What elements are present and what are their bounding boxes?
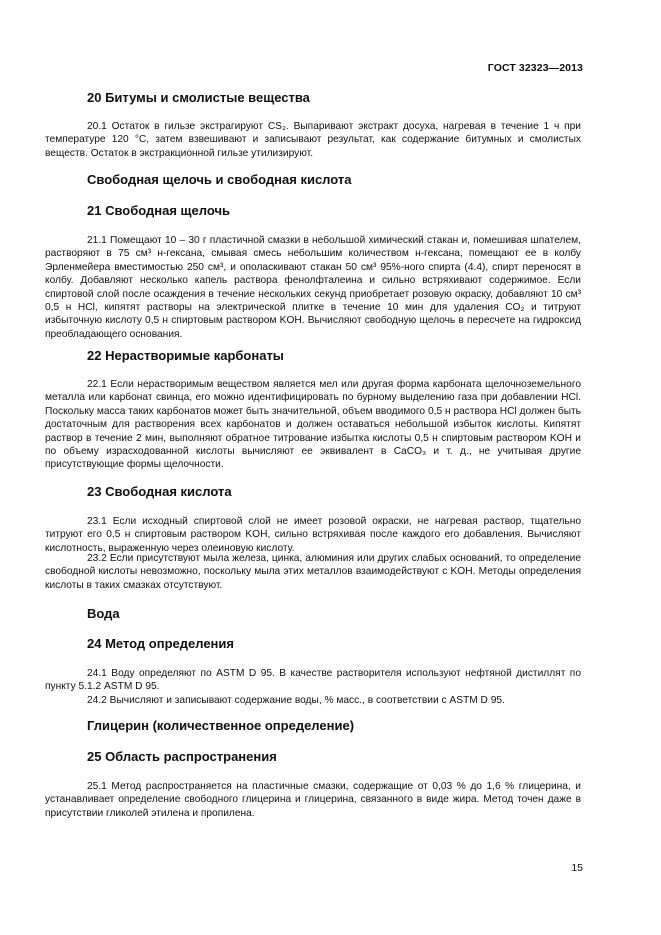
section-24-2: 24.2 Вычисляют и записывают содержание воды, % масс., в соответствии с ASTM D 95. (87, 695, 505, 706)
section-22-1: 22.1 Если нерастворимым веществом является мел или другая форма карбоната щелочноземельного металла или карбонат свинца, его можно идентифицировать по бурному выделению газа при добавлении HCl. Поскольку масса таких карбонатов может быть значительной, объем вводимого 0,5 н раствора HCl должен быть достаточным для растворения всех карбонатов и должен оставаться небольшой избыток кислоты. Кипятят раствор в течение 2 мин, выполняют обратное титрование избытка кислоты 0,5 н спиртовым раствором KOH и по объему израсходованной кислоты вычисляют ее эквивалент в CaCO₃ и т. д., не учитывая другие присутствующие формы щелочности. (45, 379, 581, 471)
document-code: ГОСТ 32323—2013 (487, 62, 583, 74)
section-23-1: 23.1 Если исходный спиртовой слой не имеет розовой окраски, не нагревая раствор, тщательно титруют его 0,5 н спиртовым раствором KOH, сильно встряхивая после каждого его добавления. Вычисляют кислотность, выраженную через олеиновую кислоту. (45, 516, 581, 554)
section-21-title: 21 Свободная щелочь (87, 203, 230, 218)
group-glycerin-title: Глицерин (количественное определение) (87, 718, 355, 733)
section-25-title: 25 Область распространения (87, 749, 277, 764)
section-21-1: 21.1 Помещают 10 – 30 г пластичной смазки в небольшой химический стакан и, помешивая шпателем, растворяют в 75 см³ н-гексана, смывая смесь небольшим количеством н-гексана, помещают ее в колбу Эрленмейера вместимостью 250 см³, и ополаскивают стакан 50 см³ 95%-ного спирта (4.4), спирт переносят в колбу. Добавляют несколько капель раствора фенолфталеина и сильно встряхивают содержимое. Если спиртовой слой после осаждения в течение нескольких секунд приобретает розовую окраску, добавляют 10 см³ 0,5 н HCl, кипятят растворы на электрической плитке в течение 10 мин для удаления CO₂ и титруют избыточную кислоту 0,5 н спиртовым раствором KOH. Вычисляют свободную щелочь в пересчете на гидроксид преобладающего основания. (45, 235, 581, 340)
group-water-title: Вода (87, 606, 120, 621)
section-22-title: 22 Нерастворимые карбонаты (87, 348, 284, 363)
section-25-1: 25.1 Метод распространяется на пластичные смазки, содержащие от 0,03 % до 1,6 % глицерина, и устанавливает определение свободного глицерина и глицерина, связанного в виде жира. Метод точен даже в присутствии гликолей этилена и пропилена. (45, 781, 581, 819)
group-free-alkali-acid-title: Свободная щелочь и свободная кислота (87, 172, 352, 187)
section-24-1: 24.1 Воду определяют по ASTM D 95. В качестве растворителя используют нефтяной дистиллят по пункту 5.1.2 ASTM D 95. (45, 668, 581, 693)
section-20-title: 20 Битумы и смолистые вещества (87, 90, 310, 105)
section-23-title: 23 Свободная кислота (87, 484, 232, 499)
section-20-1: 20.1 Остаток в гильзе экстрагируют CS₂. Выпаривают экстракт досуха, нагревая в течение 1 ч при температуре 120 °С, затем взвешивают и записывают результат, как содержание битумных и смолистых веществ. Остаток в экстракционной гильзе утилизируют. (45, 121, 581, 159)
section-23-2: 23.2 Если присутствуют мыла железа, цинка, алюминия или других слабых оснований, то определение свободной кислоты невозможно, поскольку мыла этих металлов взаимодействуют с KOH. Методы определения кислоты в таких смазках отсутствуют. (45, 553, 581, 591)
section-24-title: 24 Метод определения (87, 636, 234, 651)
page-number: 15 (571, 862, 583, 874)
